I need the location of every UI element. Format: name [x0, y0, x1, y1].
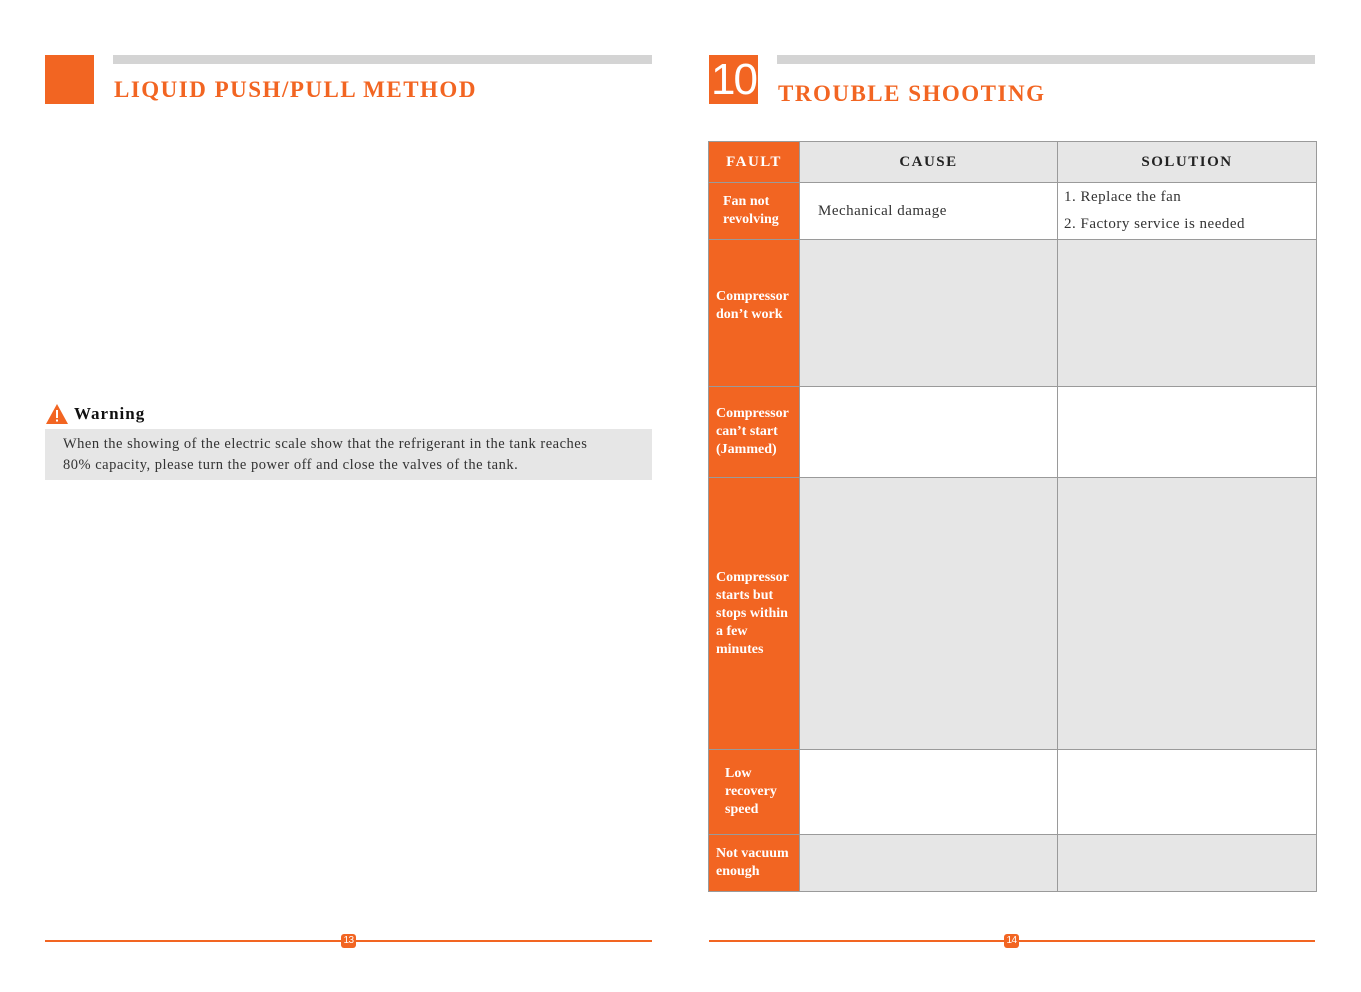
table-row [709, 478, 1317, 750]
solution-cell [1058, 835, 1317, 892]
cause-cell [800, 835, 1058, 892]
solution-cell [1058, 478, 1317, 750]
fault-cell: Compressor can’t start (Jammed) [709, 387, 800, 478]
warning-triangle-icon [45, 403, 69, 425]
table-row [709, 835, 1317, 892]
header-rule-right [777, 55, 1315, 64]
solution-cell [1058, 387, 1317, 478]
cause-cell [800, 478, 1058, 750]
fault-cell: Fan not revolving [709, 183, 800, 240]
header-cause: CAUSE [800, 142, 1058, 183]
cause-cell [800, 387, 1058, 478]
warning-text-line-2: 80% capacity, please turn the power off and close the valves of the tank. [63, 457, 519, 473]
solution-cell [1058, 750, 1317, 835]
warning-label: Warning [74, 404, 146, 423]
table-row [709, 183, 1317, 240]
header-fault: FAULT [709, 142, 800, 183]
fault-cell: Compressor don’t work [709, 240, 800, 387]
warning-message [45, 429, 652, 480]
fault-cell: Not vacuum enough [709, 835, 800, 892]
fault-cell: Compressor starts but stops within a few minutes [709, 478, 800, 750]
left-page-title: LIQUID PUSH/PULL METHOD [114, 77, 477, 102]
cause-text: Mechanical damage [818, 202, 947, 219]
table-header-row [709, 142, 1317, 183]
cause-cell [800, 750, 1058, 835]
solution-line-1: 1. Replace the fan [1064, 189, 1182, 205]
chapter-number: 10 [709, 55, 758, 104]
page-number-right: 14 [1004, 934, 1019, 948]
solution-cell [1058, 183, 1317, 240]
right-page-title: TROUBLE SHOOTING [778, 81, 1046, 106]
warning-heading [45, 402, 145, 426]
header-rule-left [113, 55, 652, 64]
solution-line-2: 2. Factory service is needed [1064, 216, 1246, 232]
table-row [709, 240, 1317, 387]
fault-cell: Low recovery speed [709, 750, 800, 835]
section-marker-block [45, 55, 94, 104]
warning-text-line-1: When the showing of the electric scale show that the refrigerant in the tank reaches [63, 436, 588, 452]
page-number-left: 13 [341, 934, 356, 948]
header-solution: SOLUTION [1058, 142, 1317, 183]
troubleshooting-table [708, 141, 1317, 892]
solution-cell [1058, 240, 1317, 387]
table-row [709, 387, 1317, 478]
cause-cell [800, 183, 1058, 240]
table-row [709, 750, 1317, 835]
cause-cell [800, 240, 1058, 387]
